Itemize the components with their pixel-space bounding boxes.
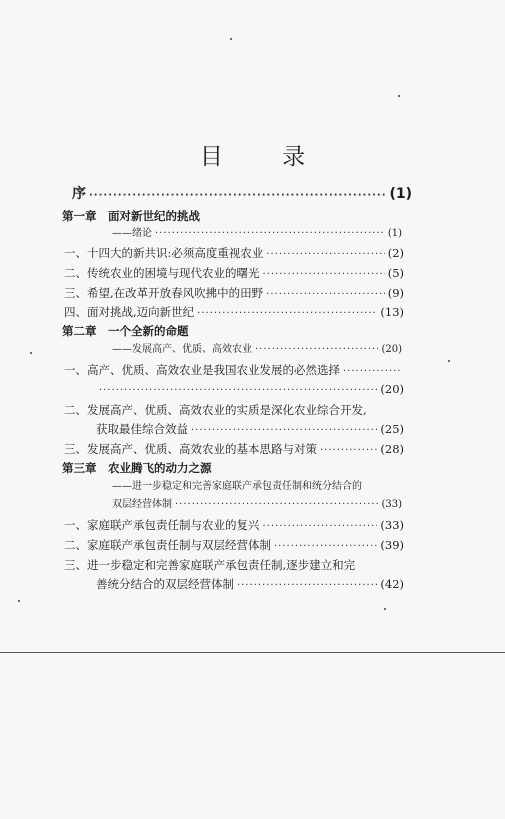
leader-dots (89, 188, 386, 204)
toc-entry[interactable]: 一、家庭联产承包责任制与农业的复兴 ····· (33) (64, 517, 404, 535)
leader-dots (99, 383, 377, 399)
leader-dots (263, 267, 385, 283)
toc-entry[interactable]: 三、发展高产、优质、高效农业的基本思路与对策 ····· (28) (64, 441, 404, 459)
chapter-heading[interactable]: 第三章 农业腾飞的动力之源 (62, 461, 212, 475)
leader-dots (274, 539, 377, 555)
leader-dots (237, 578, 377, 594)
toc-entry-continuation[interactable]: ····· (20) (96, 381, 404, 399)
toc-preface[interactable] (72, 186, 412, 204)
toc-entry[interactable]: 二、传统农业的困境与现代农业的曙光 ····· (5) (64, 265, 404, 283)
chapter-subtitle[interactable]: ——绪论 ····· (1) (112, 226, 402, 242)
toc-entry[interactable]: 三、进一步稳定和完善家庭联产承包责任制,逐步建立和完 (64, 558, 356, 572)
leader-dots (266, 247, 384, 263)
preface-label: 序 (72, 186, 86, 202)
toc-entry[interactable]: 二、家庭联产承包责任制与双层经营体制 ····· (39) (64, 537, 404, 555)
toc-entry[interactable]: 二、发展高产、优质、高效农业的实质是深化农业综合开发, (64, 403, 367, 417)
toc-entry[interactable]: 一、十四大的新共识:必须高度重视农业 ····· (2) (64, 245, 404, 263)
leader-dots (197, 306, 377, 322)
leader-dots (191, 423, 377, 439)
chapter-heading[interactable]: 第二章 一个全新的命题 (62, 324, 189, 338)
chapter-subtitle-continuation[interactable]: 双层经营体制 ····· (33) (112, 497, 402, 513)
leader-dots (155, 226, 385, 242)
scan-edge-line (0, 652, 505, 653)
leader-dots (255, 342, 378, 358)
toc-entry[interactable]: 四、面对挑战,迈向新世纪 ····· (13) (64, 304, 404, 322)
leader-dots (263, 519, 378, 535)
chapter-heading[interactable]: 第一章 面对新世纪的挑战 (62, 209, 200, 223)
chapter-subtitle[interactable]: ——进一步稳定和完善家庭联产承包责任制和统分结合的 (112, 481, 362, 492)
toc-entry-continuation[interactable]: 获取最佳综合效益 ····· (25) (96, 421, 404, 439)
page-title: 目 录 (199, 144, 332, 170)
leader-dots (320, 443, 377, 459)
toc-entry[interactable]: 一、高产、优质、高效农业是我国农业发展的必然选择 ····· (64, 362, 404, 380)
toc-entry[interactable]: 三、希望,在改革开放春风吹拂中的田野 ····· (9) (64, 285, 404, 303)
page-number: (1) (389, 186, 412, 202)
leader-dots (343, 364, 401, 380)
toc-entry-continuation[interactable]: 善统分结合的双层经营体制 ····· (42) (96, 576, 404, 594)
leader-dots (266, 287, 385, 303)
leader-dots (175, 497, 378, 513)
chapter-subtitle[interactable]: ——发展高产、优质、高效农业 ····· (20) (112, 342, 402, 358)
